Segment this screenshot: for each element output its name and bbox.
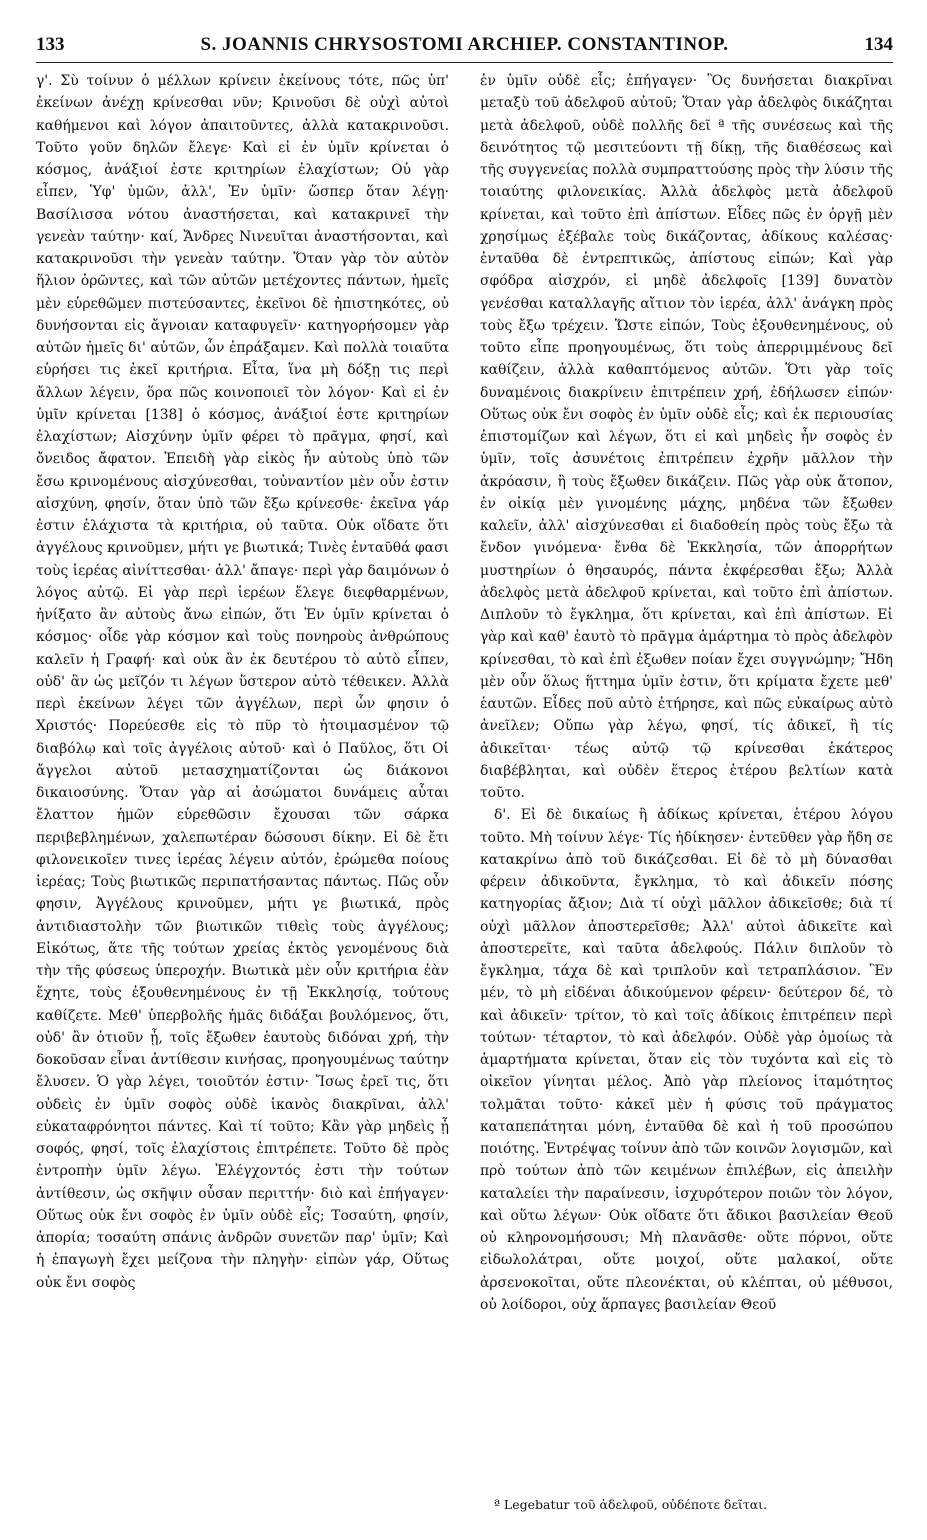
right-page-number: 134 bbox=[864, 34, 893, 55]
left-paragraph: γ'. Σὺ τοίνυν ὁ μέλλων κρίνειν ἐκείνους τότε, πῶς ὑπ' ἐκείνων ἀνέχῃ κρίνεσθαι νῦν; Κρινοῦσι δὲ οὐχὶ αὐτοὶ καθήμενοι καὶ λόγον ἀπαιτοῦντες, ἀλλὰ κατακρινοῦσι. Τοῦτο γοῦν δηλῶν ἔλεγε· Καὶ εἰ ἐν ὑμῖν κρίνεται ὁ κόσμος, ἀνάξιοί ἐστε κριτηρίων ἐλαχίστων; Οὐ γὰρ εἶπεν, Ὑφ' ὑμῶν, ἀλλ', Ἐν ὑμῖν· ὥσπερ ὅταν λέγῃ· Βασίλισσα νότου ἀναστήσεται, καὶ κατακρινεῖ τὴν γενεὰν ταύτην· καί, Ἄνδρες Νινευῖται ἀναστήσονται, καὶ κατακρινοῦσι τὴν γενεὰν ταύτην. Ὅταν γὰρ τὸν αὐτὸν ἥλιον ὁρῶντες, καὶ τῶν αὐτῶν μετέχοντες πάντων, ἡμεῖς μὲν εὑρεθῶμεν πιστεύσαντες, ἐκεῖνοι δὲ ἠπιστηκότες, οὐ δυνήσονται εἰς ἄγνοιαν καταφυγεῖν· κατηγορήσομεν γὰρ αὐτῶν ἡμεῖς δι' αὐτῶν, ὧν ἐπράξαμεν. Καὶ πολλὰ τοιαῦτα εὑρήσει τις ἐκεῖ κριτήρια. Εἶτα, ἵνα μὴ δόξῃ τις περὶ ἄλλων λέγειν, ὅρα πῶς κοινοποιεῖ τὸν λόγον· Καὶ εἰ ἐν ὑμῖν κρίνεται [138] ὁ κόσμος, ἀνάξιοί ἐστε κριτηρίων ἐλαχίστων; Αἰσχύνην ὑμῖν φέρει τὸ πρᾶγμα, φησί, καὶ ὄνειδος ἄφατον. Ἐπειδὴ γὰρ εἰκὸς ἦν αὐτοὺς ὑπὸ τῶν ἔσω κρινομένους αἰσχύνεσθαι, τοὐναντίον μὲν οὖν ἐστιν αἰσχύνη, φησίν, ὅταν ὑπὸ τῶν ἔξω κρίνεσθε· ἐκεῖνα γάρ ἐστιν ἐλάχιστα τὰ κριτήρια, οὐ ταῦτα. Οὐκ οἴδατε ὅτι ἀγγέλους κρινοῦμεν, μήτι γε βιωτικά; Τινὲς ἐνταῦθά φασι τοὺς ἱερέας αἰνίττεσθαι· ἀλλ' ἄπαγε· περὶ γὰρ δαιμόνων ὁ λόγος αὐτῷ. Εἰ γὰρ περὶ ἱερέων ἔλεγε διεφθαρμένων, ἠνίξατο ἂν αὐτοὺς ἄνω εἰπών, ὅτι Ἐν ὑμῖν κρίνεται ὁ κόσμος· οἶδε γὰρ κόσμον καὶ τοὺς πονηροὺς ἀνθρώπους καλεῖν ἡ Γραφή· καὶ οὐκ ἂν ἐκ δευτέρου τὸ αὐτὸ εἶπεν, οὐδ' ἂν ὡς μεῖζόν τι λέγων ὕστερον αὐτὸ τέθεικεν. Ἀλλὰ περὶ ἐκείνων λέγει τῶν ἀγγέλων, περὶ ὧν φησιν ὁ Χριστός· Πορεύεσθε εἰς τὸ πῦρ τὸ ἡτοιμασμένον τῷ διαβόλῳ καὶ τοῖς ἀγγέλοις αὐτοῦ· καὶ ὁ Παῦλος, ὅτι Οἱ ἄγγελοι αὐτοῦ μετασχηματίζονται ὡς διάκονοι δικαιοσύνης. Ὅταν γὰρ αἱ ἀσώματοι δυνάμεις αὗται ἔλαττον ἡμῶν εὑρεθῶσιν ἔχουσαι τῶν σάρκα περιβεβλημένων, χαλεπωτέραν δώσουσι δίκην. Εἰ δὲ ἔτι φιλονεικοῖεν τινες ἱερέας λέγειν αὐτόν, ἐρώμεθα ποίους ἱερέας; Τοὺς βιωτικῶς περιπατήσαντας πάντως. Πῶς οὖν φησιν, Ἀγγέλους κρινοῦμεν, μήτι γε βιωτικά, πρὸς ἀντιδιαστολὴν τῶν βιωτικῶν τιθεὶς τοὺς ἀγγέλους; Εἰκότως, ἅτε τῆς τούτων χρείας ἐκτὸς γενομένους διὰ τὴν τῆς φύσεως ὑπεροχήν. Βιωτικὰ μὲν οὖν κριτήρια ἐὰν ἔχητε, τοὺς ἐξουθενημένους ἐν τῇ Ἐκκλησίᾳ, τούτους καθίζετε. Μεθ' ὑπερβολῆς ἡμᾶς διδάξαι βουλόμενος, ὅτι, οὐδ' ἂν ὁτιοῦν ᾖ, τοῖς ἔξωθεν ἑαυτοὺς διδόναι χρή, τὴν δοκοῦσαν εἶναι ἀντίθεσιν κινήσας, προηγουμένως ταύτην ἔλυσεν. Ὁ γὰρ λέγει, τοιοῦτόν ἐστιν· Ἴσως ἐρεῖ τις, ὅτι οὐδεὶς ἐν ὑμῖν σοφὸς οὐδὲ ἱκανὸς διακρῖναι, ἀλλ' εὐκαταφρόνητοι πάντες. Καὶ τί τοῦτο; Κἂν γὰρ μηδεὶς ᾖ σοφός, φησί, τοῖς ἐλαχίστοις ἐπιτρέπετε. Τοῦτο δὲ πρὸς ἐντροπὴν ὑμῖν λέγω. Ἐλέγχοντός ἐστι τὴν τούτων ἀντίθεσιν, ὡς σκῆψιν οὖσαν περιττήν· διὸ καὶ ἐπήγαγεν· Οὕτως οὐκ ἔνι σοφὸς ἐν ὑμῖν οὐδὲ εἷς; Τοσαύτη, φησίν, ἀπορία; τοσαύτη σπάνις ἀνδρῶν συνετῶν παρ' ὑμῖν; Καὶ ἡ ἐπαγωγὴ ἔχει μείζονα τὴν πληγὴν· εἰπὼν γάρ, Οὕτως οὐκ ἔνι σοφὸς bbox=[36, 73, 449, 1291]
footnote: ª Legebatur τοῦ ἀδελφοῦ, οὐδέποτε δεῖται. bbox=[494, 1497, 768, 1512]
page-header bbox=[36, 32, 893, 63]
left-column bbox=[36, 70, 449, 1294]
right-paragraph: δ'. Εἰ δὲ δικαίως ἢ ἀδίκως κρίνεται, ἑτέρου λόγου τοῦτο. Μὴ τοίνυν λέγε· Τίς ἠδίκησεν· ἐντεῦθεν γὰρ ἤδη σε κατακρίνω ἀπὸ τοῦ δικάζεσθαι. Εἰ δὲ τὸ μὴ δύνασθαι φέρειν ἀδικοῦντα, ἔγκλημα, τὸ καὶ ἀδικεῖν πόσης κατηγορίας ἄξιον; Διὰ τί οὐχὶ μᾶλλον ἀδικεῖσθε; διὰ τί οὐχὶ μᾶλλον ἀποστερεῖσθε; Ἀλλ' αὐτοὶ ἀδικεῖτε καὶ ἀποστερεῖτε, καὶ ταῦτα ἀδελφούς. Πάλιν διπλοῦν τὸ ἔγκλημα, τάχα δὲ καὶ τριπλοῦν καὶ τετραπλάσιον. Ἓν μέν, τὸ μὴ εἰδέναι ἀδικούμενον φέρειν· δεύτερον δέ, τὸ καὶ ἀδικεῖν· τρίτον, τὸ καὶ τοῖς ἀδίκοις ἐπιτρέπειν περὶ τούτων· τέταρτον, τὸ καὶ ἀδελφόν. Οὐδὲ γὰρ ὁμοίως τὰ ἁμαρτήματα κρίνεται, ὅταν εἰς τὸν τυχόντα καὶ εἰς τὸ οἰκεῖον γίνηται μέλος. Ἀπὸ γὰρ πλείονος ἱταμότητος τολμᾶται τοῦτο· κἀκεῖ μὲν ἡ φύσις τοῦ πράγματος καταπεπάτηται μόνη, ἐνταῦθα δὲ καὶ ἡ τοῦ προσώπου ποιότης. Ἐντρέψας τοίνυν ἀπὸ τῶν κοινῶν λογισμῶν, καὶ πρὸ τούτων ἀπὸ τῶν κειμένων ἐπιλέβων, εἰς ἀπειλὴν καταλείει τὴν παραίνεσιν, ἰσχυρότερον ποιῶν τὸν λόγον, καὶ οὕτω λέγων· Οὐκ οἴδατε ὅτι ἄδικοι βασιλείαν Θεοῦ οὐ κληρονομήσουσι; Μὴ πλανᾶσθε· οὔτε πόρνοι, οὔτε εἰδωλολάτραι, οὔτε μοιχοί, οὔτε μαλακοί, οὔτε ἀρσενοκοῖται, οὔτε πλεονέκται, οὐ κλέπται, οὐ μέθυσοι, οὐ λοίδοροι, οὐχ ἅρπαγες βασιλείαν Θεοῦ bbox=[480, 807, 893, 1313]
running-title: S. JOANNIS CHRYSOSTOMI ARCHIEP. CONSTANTINOP. bbox=[200, 34, 729, 55]
right-paragraph: ἐν ὑμῖν οὐδὲ εἷς; ἐπήγαγεν· Ὃς δυνήσεται διακρῖναι μεταξὺ τοῦ ἀδελφοῦ αὐτοῦ; Ὅταν γὰρ ἀδελφὸς δικάζηται μετὰ ἀδελφοῦ, οὐδὲ πολλῆς δεῖ ª τῆς συνέσεως καὶ τῆς δεινότητος τῷ μεσιτεύοντι τῇ δίκῃ, τῆς διαθέσεως καὶ τῆς συγγενείας πολλὰ συμπραττούσης πρὸς τὴν λύσιν τῆς τοιαύτης φιλονεικίας. Ἀλλὰ ἀδελφὸς μετὰ ἀδελφοῦ κρίνεται, καὶ τοῦτο ἐπὶ ἀπίστων. Εἶδες πῶς ἐν ὀργῇ μὲν χρησίμως ἐξέβαλε τοὺς δικάζοντας, ἀδίκους καλέσας· ἐνταῦθα δὲ ἐντρεπτικῶς, ἀπίστους εἰπών; Καὶ γὰρ σφόδρα αἰσχρόν, εἰ μηδὲ ἀδελφοῖς [139] δυνατὸν γενέσθαι καταλλαγῆς αἴτιον τὸν ἱερέα, ἀλλ' ἀνάγκη πρὸς τοὺς ἔξω τρέχειν. Ὥστε εἰπών, Τοὺς ἐξουθενημένους, οὐ τοῦτο εἶπε προηγουμένως, ὅτι τοὺς ἀπερριμμένους δεῖ καθίζειν, ἀλλὰ καθαπτόμενος αὐτῶν. Ὅτι γὰρ τοῖς δυναμένοις διακρίνειν ἐπιτρέπειν χρή, ἐδήλωσεν εἰπών· Οὕτως οὐκ ἔνι σοφὸς ἐν ὑμῖν οὐδὲ εἷς; καὶ ἐκ περιουσίας ἐπιστομίζων καὶ λέγων, ὅτι εἰ καὶ μηδεὶς ἦν σοφὸς ἐν ὑμῖν, τοῖς ἀσυνέτοις ἐπιτρέπειν ἐχρῆν μᾶλλον τὴν ἀκρόασιν, ἢ τοὺς ἔξωθεν δικάζειν. Πῶς γὰρ οὐκ ἄτοπον, ἐν οἰκίᾳ μὲν γινομένης μάχης, μηδένα τῶν ἔξωθεν καλεῖν, ἀλλ' αἰσχύνεσθαι εἰ διαδοθείη πρὸς τοὺς ἔξω τὰ ἔνδον γινόμενα· ἔνθα δὲ Ἐκκλησία, τῶν ἀπορρήτων μυστηρίων ὁ θησαυρός, πάντα ἐκφέρεσθαι ἔξω; Ἀλλὰ ἀδελφὸς μετὰ ἀδελφοῦ κρίνεται, καὶ τοῦτο ἐπὶ ἀπίστων. Διπλοῦν τὸ ἔγκλημα, ὅτι κρίνεται, καὶ ἐπὶ ἀπίστων. Εἰ γὰρ καὶ καθ' ἑαυτὸ τὸ πρᾶγμα ἁμάρτημα τὸ πρὸς ἀδελφὸν κρίνεσθαι, τὸ καὶ ἐπὶ ἐξωθεν ποίαν ἔχει συγγνώμην; Ἤδη μὲν οὖν ὅλως ἥττημα ὑμῖν ἐστιν, ὅτι κρίματα ἔχετε μεθ' ἑαυτῶν. Εἶδες ποῦ αὐτὸ ἐτήρησε, καὶ πῶς εὐκαίρως αὐτὸ ἀνεῖλεν; Οὔπω γὰρ λέγω, φησί, τίς ἀδικεῖ, ἢ τίς ἀδικεῖται· τέως αὐτῷ τῷ κρίνεσθαι ἑκάτερος διαβέβληται, καὶ οὐδὲν ἕτερος ἑτέρου βελτίων κατὰ τοῦτο. bbox=[480, 73, 893, 801]
left-page-number: 133 bbox=[36, 34, 65, 55]
right-column bbox=[480, 70, 893, 1316]
